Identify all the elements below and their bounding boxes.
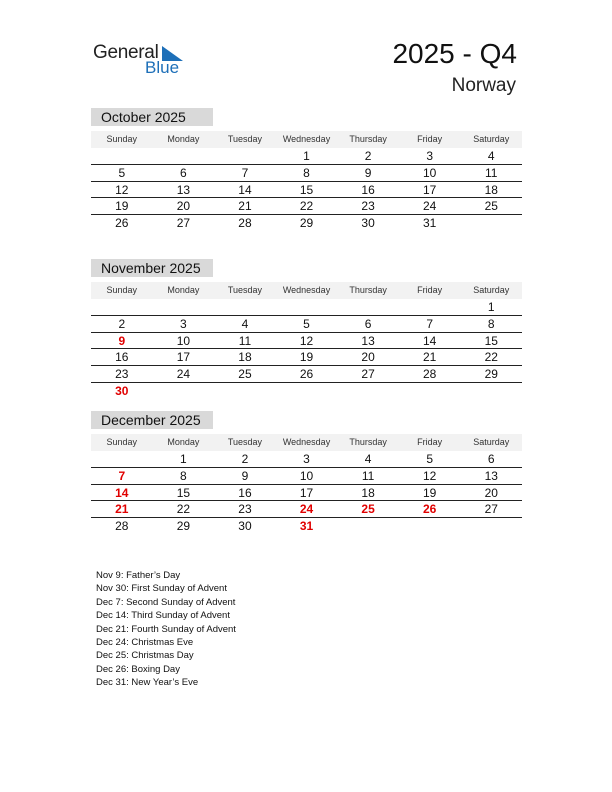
day-cell: 16 <box>115 350 129 365</box>
week-row <box>91 299 522 316</box>
day-cell: 29 <box>299 216 314 231</box>
weekday-label: Tuesday <box>227 285 263 295</box>
day-cell <box>153 148 215 164</box>
week-row <box>91 501 522 518</box>
day-cell <box>276 383 338 400</box>
day-cell: 11 <box>485 165 498 180</box>
weekday-label: Wednesday <box>282 134 331 144</box>
day-cell <box>91 451 153 467</box>
weekday-label: Friday <box>417 285 443 295</box>
day-cell: 9 <box>364 165 372 180</box>
day-cell <box>460 215 522 232</box>
day-cell <box>460 383 522 400</box>
day-cell: 12 <box>423 468 437 483</box>
holiday-item: Dec 24: Christmas Eve <box>96 637 194 649</box>
day-cell <box>337 518 399 535</box>
day-cell: 25 <box>238 367 252 382</box>
day-cell: 14 <box>238 182 252 197</box>
day-cell: 8 <box>180 468 187 483</box>
day-cell: 15 <box>176 485 191 500</box>
day-cell: 30 <box>361 216 375 231</box>
generalblue-logo <box>93 42 193 78</box>
day-cell: 30 <box>115 383 129 398</box>
weekday-header-row <box>91 434 522 451</box>
holiday-item: Dec 21: Fourth Sunday of Advent <box>96 623 236 635</box>
day-cell: 3 <box>180 316 187 331</box>
day-cell: 16 <box>238 485 252 500</box>
day-cell: 7 <box>241 165 249 180</box>
weekday-label: Monday <box>167 437 200 447</box>
day-cell <box>214 299 276 315</box>
day-cell <box>276 299 338 315</box>
day-cell: 21 <box>238 199 252 214</box>
week-row <box>91 215 522 232</box>
day-cell <box>337 383 399 400</box>
weekday-label: Saturday <box>473 134 510 144</box>
week-row <box>91 383 522 400</box>
day-cell: 29 <box>176 519 191 534</box>
day-cell: 13 <box>361 333 375 348</box>
week-row <box>91 485 522 502</box>
logo-general-text: General <box>93 42 159 63</box>
week-row <box>91 333 522 350</box>
day-cell: 9 <box>118 333 126 348</box>
week-row <box>91 198 522 215</box>
weekday-label: Saturday <box>473 437 510 447</box>
day-cell: 20 <box>361 350 375 365</box>
week-row <box>91 468 522 485</box>
day-cell: 11 <box>361 468 375 483</box>
day-cell: 22 <box>299 199 314 214</box>
day-cell: 18 <box>484 182 498 197</box>
day-cell: 30 <box>238 519 252 534</box>
day-cell <box>460 518 522 535</box>
logo-blue-text: Blue <box>145 58 180 77</box>
weekday-header-row <box>91 282 522 299</box>
month-december <box>91 411 522 535</box>
day-cell: 12 <box>299 333 314 348</box>
week-row <box>91 518 522 535</box>
day-cell: 9 <box>241 468 249 483</box>
day-cell: 22 <box>176 502 191 517</box>
day-cell: 24 <box>423 199 437 214</box>
day-cell: 24 <box>299 502 314 517</box>
day-cell: 8 <box>487 316 495 331</box>
day-cell: 28 <box>423 367 437 382</box>
weekday-label: Sunday <box>106 437 138 447</box>
day-cell: 26 <box>423 502 437 517</box>
day-cell <box>153 383 215 400</box>
day-cell: 4 <box>364 452 372 466</box>
day-cell: 8 <box>303 165 310 180</box>
week-row <box>91 349 522 366</box>
day-cell: 13 <box>484 468 498 483</box>
day-cell: 19 <box>115 199 129 214</box>
week-row <box>91 165 522 182</box>
day-cell: 1 <box>487 300 495 314</box>
day-cell: 6 <box>180 165 187 180</box>
weekday-label: Sunday <box>106 134 138 144</box>
holiday-item: Dec 25: Christmas Day <box>96 650 194 662</box>
day-cell: 10 <box>176 333 191 348</box>
country-name: Norway <box>451 75 516 96</box>
day-cell: 21 <box>423 350 437 365</box>
weekday-label: Friday <box>417 134 443 144</box>
page-title: 2025 - Q4 <box>392 38 517 69</box>
holiday-item: Dec 26: Boxing Day <box>96 663 180 675</box>
day-cell: 19 <box>423 485 437 500</box>
day-cell <box>337 299 399 315</box>
day-cell <box>399 299 461 315</box>
day-cell: 28 <box>238 216 252 231</box>
day-cell: 2 <box>241 452 249 466</box>
day-cell: 17 <box>176 350 191 365</box>
weekday-label: Tuesday <box>227 134 263 144</box>
day-cell: 2 <box>118 316 126 331</box>
day-cell: 27 <box>484 502 498 517</box>
day-cell: 23 <box>238 502 252 517</box>
day-cell: 26 <box>115 216 129 231</box>
day-cell <box>399 383 461 400</box>
day-cell: 31 <box>299 519 314 534</box>
day-cell: 3 <box>426 149 434 163</box>
day-cell: 3 <box>303 452 310 466</box>
day-cell: 19 <box>299 350 314 365</box>
day-cell: 20 <box>484 485 498 500</box>
holiday-item: Dec 7: Second Sunday of Advent <box>96 596 236 608</box>
day-cell: 12 <box>115 182 129 197</box>
day-cell: 28 <box>115 519 129 534</box>
day-cell: 1 <box>180 452 187 466</box>
week-row <box>91 148 522 165</box>
week-row <box>91 366 522 383</box>
day-cell: 29 <box>484 367 498 382</box>
day-cell: 10 <box>299 468 314 483</box>
day-cell <box>91 299 153 315</box>
weekday-label: Friday <box>417 437 443 447</box>
weekday-label: Saturday <box>473 285 510 295</box>
day-cell: 22 <box>484 350 498 365</box>
day-cell: 23 <box>361 199 375 214</box>
holiday-item: Dec 31: New Year’s Eve <box>96 677 199 689</box>
weekday-label: Monday <box>167 285 200 295</box>
day-cell: 25 <box>484 199 498 214</box>
day-cell: 13 <box>176 182 191 197</box>
day-cell: 31 <box>423 216 437 231</box>
day-cell: 24 <box>176 367 191 382</box>
day-cell: 4 <box>241 316 249 331</box>
month-label: October 2025 <box>91 108 213 126</box>
day-cell <box>214 383 276 400</box>
day-cell: 5 <box>303 316 310 331</box>
holiday-item: Dec 14: Third Sunday of Advent <box>96 610 230 622</box>
day-cell: 5 <box>118 165 126 180</box>
weekday-label: Sunday <box>106 285 138 295</box>
day-cell: 23 <box>115 367 129 382</box>
day-cell: 25 <box>361 502 375 517</box>
weekday-label: Thursday <box>349 134 387 144</box>
month-november <box>91 259 522 400</box>
day-cell <box>214 148 276 164</box>
month-label: November 2025 <box>91 259 213 277</box>
day-cell: 18 <box>361 485 375 500</box>
day-cell: 7 <box>118 468 126 483</box>
holiday-item: Nov 30: First Sunday of Advent <box>96 583 227 595</box>
week-row <box>91 451 522 468</box>
day-cell <box>399 518 461 535</box>
holiday-list <box>96 569 236 690</box>
day-cell: 21 <box>115 502 129 517</box>
day-cell <box>91 148 153 164</box>
week-row <box>91 316 522 333</box>
day-cell: 10 <box>423 165 437 180</box>
day-cell: 18 <box>238 350 252 365</box>
day-cell: 15 <box>484 333 498 348</box>
day-cell: 6 <box>487 452 495 466</box>
month-label: December 2025 <box>91 411 213 429</box>
weekday-label: Wednesday <box>282 437 331 447</box>
day-cell: 7 <box>426 316 434 331</box>
day-cell: 27 <box>176 216 191 231</box>
day-cell <box>153 299 215 315</box>
month-october <box>91 108 522 232</box>
day-cell: 27 <box>361 367 375 382</box>
day-cell: 14 <box>423 333 437 348</box>
holiday-item: Nov 9: Father’s Day <box>96 570 181 581</box>
day-cell: 15 <box>299 182 314 197</box>
day-cell: 2 <box>364 149 372 163</box>
day-cell: 17 <box>299 485 314 500</box>
day-cell: 1 <box>303 149 310 163</box>
weekday-label: Monday <box>167 134 200 144</box>
day-cell: 11 <box>238 333 252 348</box>
week-row <box>91 182 522 199</box>
weekday-label: Thursday <box>349 285 387 295</box>
day-cell: 6 <box>364 316 372 331</box>
day-cell: 20 <box>176 199 191 214</box>
day-cell: 17 <box>423 182 437 197</box>
day-cell: 14 <box>115 485 129 500</box>
weekday-label: Thursday <box>349 437 387 447</box>
weekday-label: Wednesday <box>282 285 331 295</box>
day-cell: 16 <box>361 182 375 197</box>
day-cell: 26 <box>299 367 314 382</box>
weekday-header-row <box>91 131 522 148</box>
day-cell: 4 <box>487 149 495 163</box>
weekday-label: Tuesday <box>227 437 263 447</box>
day-cell: 5 <box>426 452 434 466</box>
